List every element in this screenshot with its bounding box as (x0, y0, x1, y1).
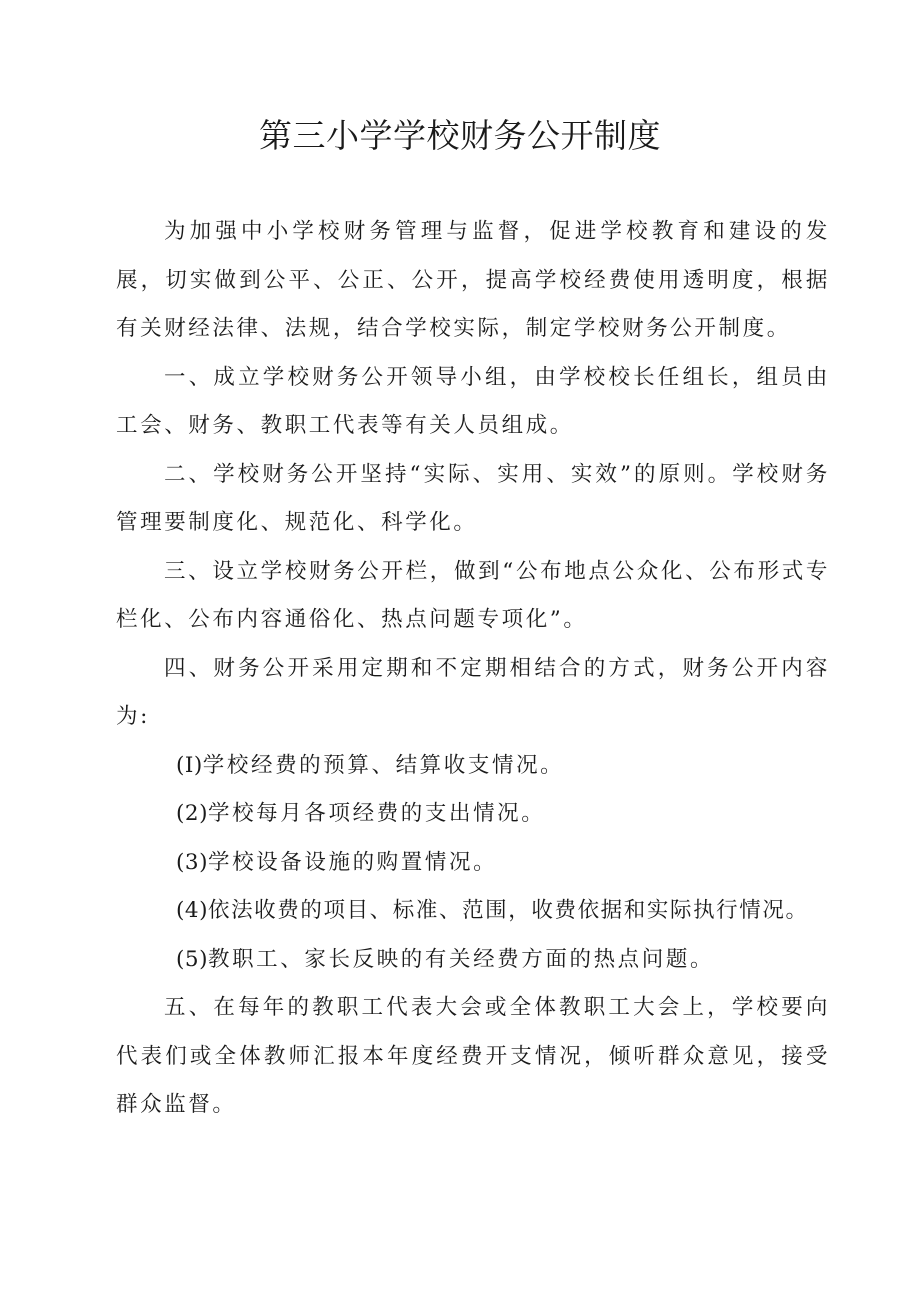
list-item-text: 教职工、家长反映的有关经费方面的热点问题。 (207, 946, 715, 972)
page-title: 第三小学学校财务公开制度 (259, 116, 661, 155)
section-5-paragraph: 五、在每年的教职工代表大会或全体教职工大会上，学校要向代表们或全体教师汇报本年度经费开支情况，倾听群众意见，接受群众监督。 (116, 995, 830, 1117)
list-item-number: (I) (176, 752, 203, 778)
list-item-text: 学校经费的预算、结算收支情况。 (202, 752, 565, 778)
list-item-number: (2) (176, 801, 208, 826)
list-item (116, 790, 830, 839)
intro-paragraph: 为加强中小学校财务管理与监督，促进学校教育和建设的发展，切实做到公平、公正、公开，提高学校经费使用透明度，根据有关财经法律、法规，结合学校实际，制定学校财务公开制度。 (116, 219, 830, 341)
content-list (116, 742, 830, 985)
section-3-paragraph: 三、设立学校财务公开栏，做到“公布地点公众化、公布形式专栏化、公布内容通俗化、热点问题专项化”。 (116, 558, 830, 632)
list-item-number: (4) (176, 898, 208, 923)
section-2-paragraph: 二、学校财务公开坚持“实际、实用、实效”的原则。学校财务管理要制度化、规范化、科学化。 (116, 461, 830, 535)
list-item-text: 学校设备设施的购置情况。 (207, 849, 498, 875)
document-body (116, 208, 830, 1130)
list-item-number: (3) (176, 849, 208, 875)
list-item (116, 742, 830, 791)
list-item-text: 依法收费的项目、标准、范围，收费依据和实际执行情况。 (207, 898, 809, 923)
list-item-text: 学校每月各项经费的支出情况。 (207, 801, 546, 826)
section-4-paragraph: 四、财务公开采用定期和不定期相结合的方式，财务公开内容为: (116, 655, 830, 729)
list-item (116, 887, 830, 936)
list-item (116, 936, 830, 985)
list-item-number: (5) (176, 946, 208, 972)
list-item (116, 839, 830, 888)
section-1-paragraph: 一、成立学校财务公开领导小组，由学校校长任组长，组员由工会、财务、教职工代表等有关人员组成。 (116, 364, 830, 438)
